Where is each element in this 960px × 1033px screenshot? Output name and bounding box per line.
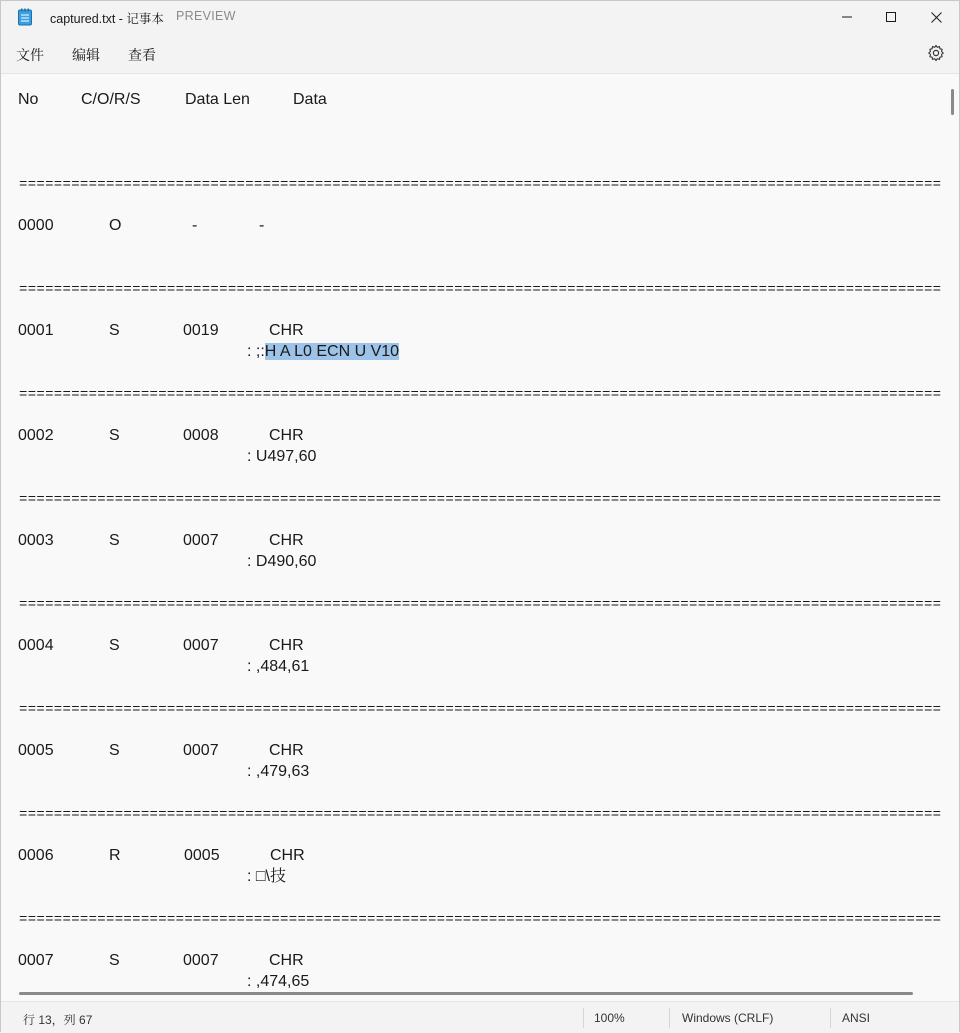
line-ending[interactable]: Windows (CRLF): [682, 1011, 774, 1025]
header-cors: C/O/R/S: [81, 91, 141, 108]
minimize-button[interactable]: [824, 1, 870, 33]
separator-line: ==========================================================================================================: [19, 177, 942, 193]
record-len: 0007: [183, 952, 219, 969]
record-no: 0007: [18, 952, 54, 969]
record-no: 0001: [18, 322, 54, 339]
record-type: CHR: [269, 427, 304, 444]
maximize-icon: [886, 12, 896, 22]
header-datalen: Data Len: [185, 91, 250, 108]
record-type: CHR: [269, 742, 304, 759]
record-type: -: [259, 217, 265, 234]
text-editor[interactable]: [1, 74, 943, 989]
menu-bar: [1, 33, 959, 74]
record-type: CHR: [269, 637, 304, 654]
record-cors: S: [109, 322, 120, 339]
record-len: 0008: [183, 427, 219, 444]
separator-line: ==========================================================================================================: [19, 807, 942, 823]
separator-line: ==========================================================================================================: [19, 492, 942, 508]
record-no: 0003: [18, 532, 54, 549]
record-len: 0007: [183, 637, 219, 654]
record-data: : ,484,61: [247, 658, 310, 675]
gear-icon[interactable]: [927, 44, 945, 62]
menu-view[interactable]: 查看: [128, 47, 156, 63]
record-cors: S: [109, 532, 120, 549]
cursor-position: 行 13，列 67: [23, 1013, 93, 1027]
record-data: : ,479,63: [247, 763, 310, 780]
record-cors: S: [109, 952, 120, 969]
separator-line: ==========================================================================================================: [19, 912, 942, 928]
preview-tag: PREVIEW: [176, 9, 236, 23]
record-cors: S: [109, 427, 120, 444]
header-data: Data: [293, 91, 327, 108]
selected-text[interactable]: H A L0 ECN U V10: [264, 343, 400, 360]
close-button[interactable]: [913, 1, 959, 33]
menu-edit[interactable]: 编辑: [72, 47, 100, 63]
record-len: 0019: [183, 322, 219, 339]
record-len: -: [192, 217, 198, 234]
record-cors: S: [109, 742, 120, 759]
record-data: : ,474,65: [247, 973, 310, 989]
record-data: [247, 342, 399, 362]
record-no: 0005: [18, 742, 54, 759]
status-bar: [1, 1001, 959, 1033]
separator-line: ==========================================================================================================: [19, 282, 942, 298]
record-len: 0007: [183, 532, 219, 549]
record-cors: O: [109, 217, 122, 234]
record-no: 0004: [18, 637, 54, 654]
vertical-scrollbar[interactable]: [951, 89, 954, 115]
notepad-icon: [17, 8, 33, 26]
minimize-icon: [842, 12, 852, 22]
maximize-button[interactable]: [868, 1, 914, 33]
zoom-level[interactable]: 100%: [594, 1011, 625, 1025]
record-cors: R: [109, 847, 121, 864]
separator-line: ==========================================================================================================: [19, 387, 942, 403]
record-type: CHR: [269, 322, 304, 339]
record-type: CHR: [269, 952, 304, 969]
record-len: 0007: [183, 742, 219, 759]
record-data-prefix: : ;:: [247, 343, 265, 360]
record-type: CHR: [269, 532, 304, 549]
status-divider: [830, 1008, 831, 1028]
record-data: : D490,60: [247, 553, 317, 570]
record-cors: S: [109, 637, 120, 654]
menu-file[interactable]: 文件: [16, 47, 44, 63]
window-title: captured.txt - 记事本: [50, 12, 164, 26]
title-bar[interactable]: [1, 1, 959, 33]
record-type: CHR: [270, 847, 305, 864]
status-divider: [583, 1008, 584, 1028]
record-len: 0005: [184, 847, 220, 864]
separator-line: ==========================================================================================================: [19, 702, 942, 718]
status-divider: [669, 1008, 670, 1028]
horizontal-scrollbar[interactable]: [19, 992, 913, 995]
record-no: 0000: [18, 217, 54, 234]
record-no: 0006: [18, 847, 54, 864]
header-no: No: [18, 91, 39, 108]
separator-line: ==========================================================================================================: [19, 597, 942, 613]
record-data: : □\技: [247, 868, 287, 885]
close-icon: [931, 12, 942, 23]
record-no: 0002: [18, 427, 54, 444]
record-data: : U497,60: [247, 448, 317, 465]
encoding[interactable]: ANSI: [842, 1011, 871, 1025]
